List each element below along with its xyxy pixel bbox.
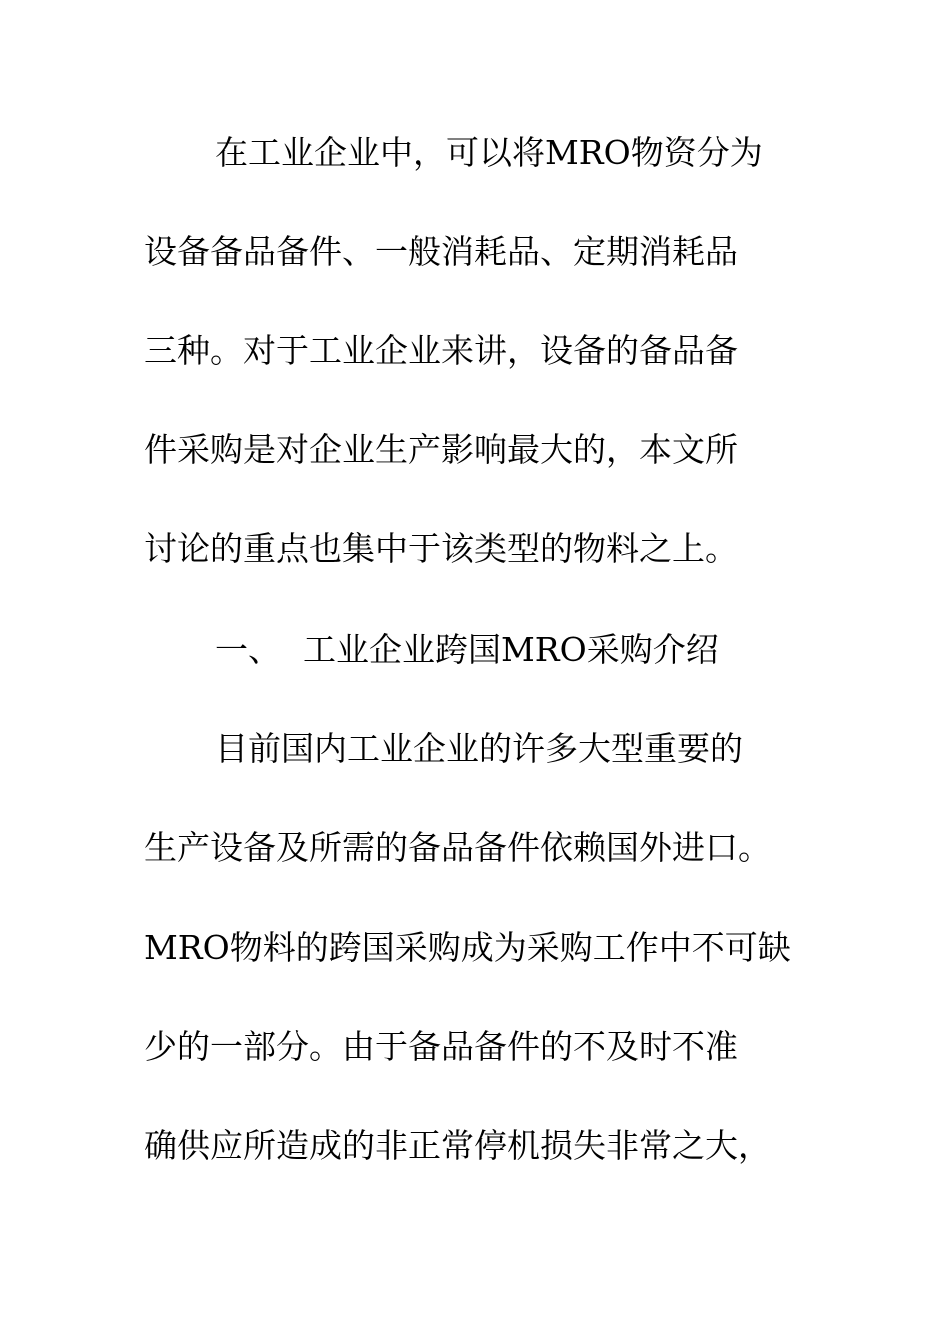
paragraph-line: 目前国内工业企业的许多大型重要的 xyxy=(215,729,743,768)
paragraph-line: 少的一部分。由于备品备件的不及时不准 xyxy=(144,1027,738,1066)
paragraph-line: 讨论的重点也集中于该类型的物料之上。 xyxy=(144,529,738,568)
section-heading xyxy=(0,625,950,675)
paragraph-line: 三种。对于工业企业来讲，设备的备品备 xyxy=(144,331,738,370)
paragraph-line: 件采购是对企业生产影响最大的，本文所 xyxy=(144,430,738,469)
section-number: 一、 xyxy=(215,630,281,669)
paragraph-line: 设备备品备件、一般消耗品、定期消耗品 xyxy=(144,232,738,271)
paragraph-line: 在工业企业中，可以将MRO物资分为 xyxy=(215,133,763,172)
paragraph-line: 生产设备及所需的备品备件依赖国外进口。 xyxy=(144,828,771,867)
paragraph-line: MRO物料的跨国采购成为采购工作中不可缺 xyxy=(144,928,791,967)
section-title: 工业企业跨国MRO采购介绍 xyxy=(303,630,719,669)
paragraph-line: 确供应所造成的非正常停机损失非常之大， xyxy=(144,1126,771,1165)
